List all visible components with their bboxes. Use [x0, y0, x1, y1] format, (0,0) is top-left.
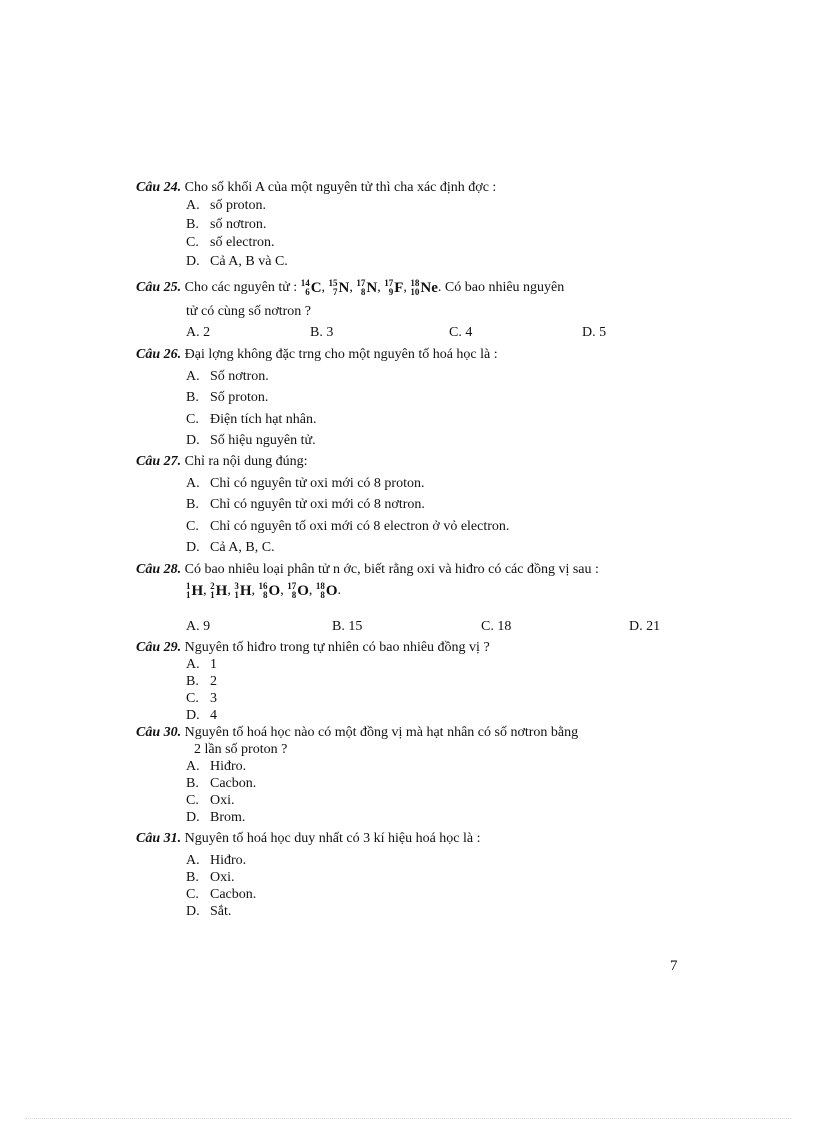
isotope-o17: 17 8 O: [287, 581, 309, 600]
option-d: D. Số hiệu nguyên tử.: [186, 433, 316, 448]
option-d: D. 4: [186, 708, 217, 723]
question-label: Câu 29.: [136, 640, 182, 655]
option-c: C. Điện tích hạt nhân.: [186, 412, 317, 427]
question-label: Câu 24.: [136, 180, 182, 195]
question-text: Cho số khối A của một nguyên tử thì cha xác định đợc :: [181, 180, 497, 195]
option-a: A. Chỉ có nguyên tử oxi mới có 8 proton.: [186, 476, 425, 491]
question-31: [136, 830, 682, 847]
question-text: Nguyên tố hiđro trong tự nhiên có bao nhiêu đồng vị ?: [181, 640, 490, 655]
question-text: Nguyên tố hoá học nào có một đồng vị mà hạt nhân có số nơtron bằng: [181, 725, 579, 740]
isotope-h3: 3 1 H: [234, 581, 252, 600]
isotope-h1: 1 1 H: [186, 581, 204, 600]
answer-d: D. 5: [582, 325, 607, 340]
question-text: Chỉ ra nội dung đúng:: [181, 454, 308, 469]
option-a: A. số proton.: [186, 198, 266, 213]
option-b: B. Oxi.: [186, 870, 235, 885]
question-24: [136, 179, 682, 196]
option-b: B. số nơtron.: [186, 217, 267, 232]
option-d: D. Cả A, B và C.: [186, 254, 288, 269]
question-28: [136, 561, 682, 578]
isotope-f17: 17 9 F: [384, 278, 404, 297]
question-29: [136, 639, 682, 656]
page-number: 7: [670, 958, 678, 974]
option-c: C. Oxi.: [186, 793, 235, 808]
question-label: Câu 30.: [136, 725, 182, 740]
isotope-ne18: 18 10 Ne: [410, 278, 438, 297]
option-d: D. Cả A, B, C.: [186, 540, 275, 555]
question-30: [136, 724, 682, 741]
question-continuation: tử có cùng số nơtron ?: [186, 304, 312, 319]
question-continuation: 2 lần số proton ?: [194, 742, 288, 757]
option-a: A. Hiđro.: [186, 759, 247, 774]
option-b: B. 2: [186, 674, 217, 689]
answer-d: D. 21: [629, 619, 661, 634]
isotope-o18: 18 8 O: [315, 581, 338, 600]
isotope-o16: 16 8 O: [258, 581, 281, 600]
question-label: Câu 26.: [136, 347, 182, 362]
isotope-list: 1 1 H , 2 1 H , 3 1 H , 16 8 O , 17 8 O , 18 8 O .: [186, 581, 342, 600]
answer-a: A. 9: [186, 619, 211, 634]
option-a: A. 1: [186, 657, 217, 672]
option-a: A. Số nơtron.: [186, 369, 269, 384]
question-label: Câu 31.: [136, 831, 182, 846]
option-b: B. Chỉ có nguyên tử oxi mới có 8 nơtron.: [186, 497, 425, 512]
isotope-c14: 14 6 C: [300, 278, 322, 297]
answer-c: C. 18: [481, 619, 512, 634]
isotope-n15: 15 7 N: [328, 278, 350, 297]
option-b: B. Số proton.: [186, 390, 269, 405]
option-c: C. số electron.: [186, 235, 275, 250]
question-text: Có bao nhiêu loại phân tử n ớc, biết rằng oxi và hiđro có các đồng vị sau :: [181, 562, 599, 577]
option-c: C. Cacbon.: [186, 887, 257, 902]
answer-c: C. 4: [449, 325, 473, 340]
question-text: Cho các nguyên tử :: [181, 280, 298, 296]
page-bottom-divider: [25, 1118, 791, 1119]
question-label: Câu 27.: [136, 454, 182, 469]
answer-b: B. 15: [332, 619, 363, 634]
question-text: Nguyên tố hoá học duy nhất có 3 kí hiệu hoá học là :: [181, 831, 481, 846]
option-c: C. 3: [186, 691, 217, 706]
question-text: Đại lợng không đặc trng cho một nguyên tố hoá học là :: [181, 347, 498, 362]
question-27: [136, 453, 682, 470]
question-25: Câu 25. Cho các nguyên tử : 14 6 C , 15 7 N , 17 8 N , 17 9 F , 18 10 Ne . Có bao nhiêu nguyên: [136, 278, 565, 297]
answer-b: B. 3: [310, 325, 334, 340]
question-label: Câu 25.: [136, 280, 182, 296]
isotope-n17: 17 8 N: [356, 278, 378, 297]
option-d: D. Sắt.: [186, 904, 232, 919]
isotope-h2: 2 1 H: [210, 581, 228, 600]
question-26: [136, 346, 682, 363]
option-d: D. Brom.: [186, 810, 246, 825]
option-c: C. Chỉ có nguyên tố oxi mới có 8 electron ở vỏ electron.: [186, 519, 510, 534]
option-a: A. Hiđro.: [186, 853, 247, 868]
option-b: B. Cacbon.: [186, 776, 257, 791]
question-label: Câu 28.: [136, 562, 182, 577]
answer-a: A. 2: [186, 325, 211, 340]
